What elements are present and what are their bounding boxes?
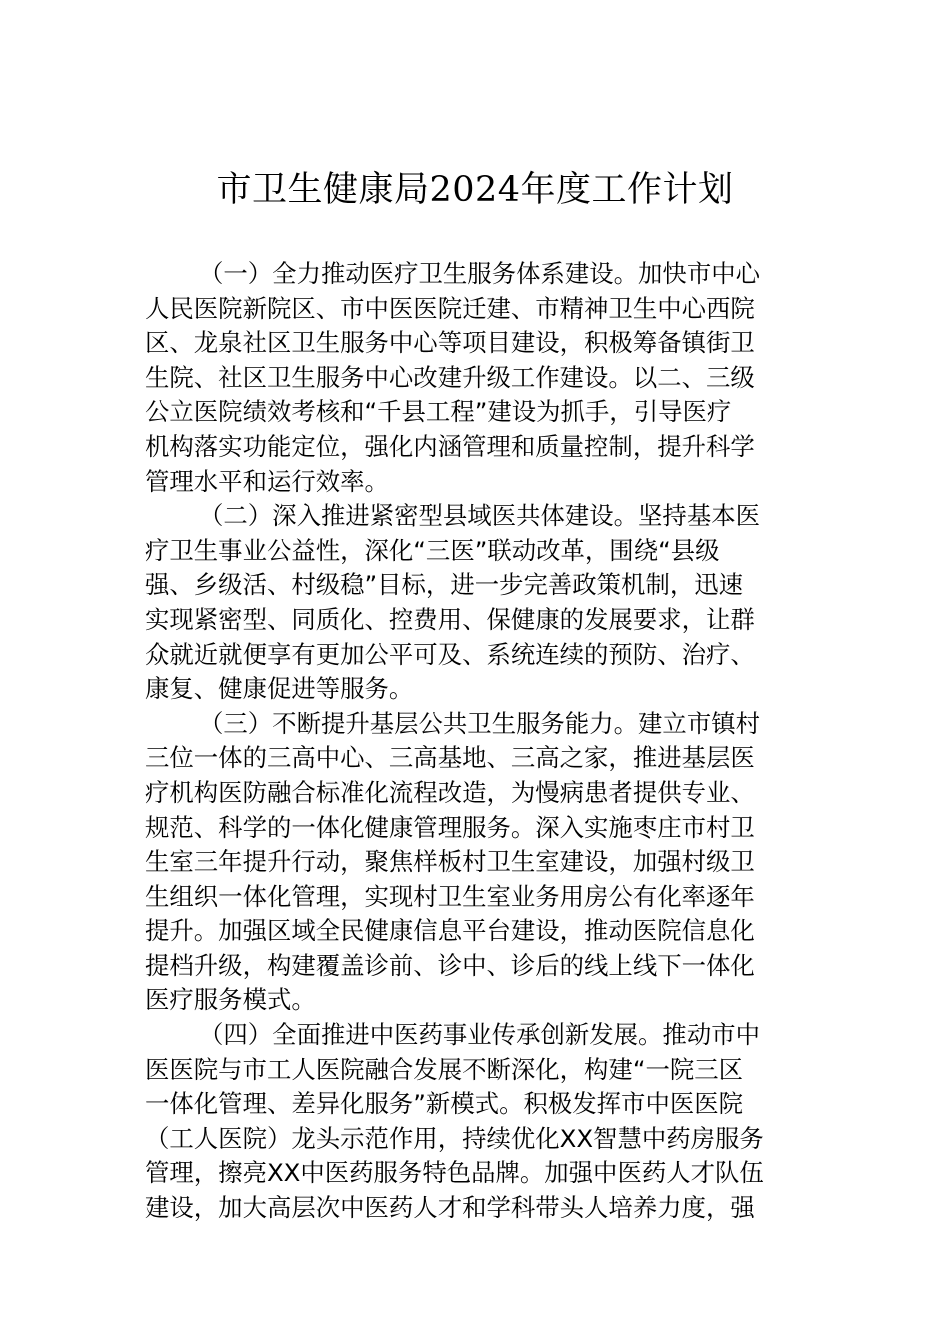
paragraph-line: （一）全力推动医疗卫生服务体系建设。加快市中心	[199, 259, 760, 288]
paragraph-line: 疗机构医防融合标准化流程改造，为慢病患者提供专业、	[145, 777, 755, 807]
paragraph-line: 机构落实功能定位，强化内涵管理和质量控制，提升科学	[145, 431, 755, 461]
paragraph-line: （三）不断提升基层公共卫生服务能力。建立市镇村	[199, 708, 760, 738]
paragraph-line: 实现紧密型、同质化、控费用、保健康的发展要求，让群	[145, 604, 755, 634]
paragraph-line: 生院、社区卫生服务中心改建升级工作建设。以二、三级	[145, 362, 755, 392]
paragraph-line: 医医院与市工人医院融合发展不断深化，构建“一院三区	[145, 1054, 744, 1084]
paragraph-4	[145, 1018, 808, 1226]
paragraph-line: 众就近就便享有更加公平可及、系统连续的预防、治疗、	[145, 639, 755, 669]
paragraph-line: （四）全面推进中医药事业传承创新发展。推动市中	[199, 1020, 760, 1050]
paragraph-line: 提升。加强区域全民健康信息平台建设，推动医院信息化	[145, 916, 755, 946]
paragraph-2	[145, 499, 808, 707]
paragraph-line: 生室三年提升行动，聚焦样板村卫生室建设，加强村级卫	[145, 847, 755, 877]
paragraph-line: 医疗服务模式。	[145, 985, 316, 1015]
paragraph-1	[145, 257, 808, 499]
document-body	[145, 257, 808, 1226]
paragraph-line: 人民医院新院区、市中医医院迁建、市精神卫生中心西院	[145, 293, 755, 323]
paragraph-line: 强、乡级活、村级稳”目标，进一步完善政策机制，迅速	[145, 570, 744, 600]
paragraph-line: 管理，擦亮XX中医药服务特色品牌。加强中医药人才队伍	[145, 1158, 764, 1188]
paragraph-line: 疗卫生事业公益性，深化“三医”联动改革，围绕“县级	[145, 535, 720, 565]
paragraph-line: 一体化管理、差异化服务”新模式。积极发挥市中医医院	[145, 1089, 744, 1119]
paragraph-line: （工人医院）龙头示范作用，持续优化XX智慧中药房服务	[145, 1123, 764, 1153]
paragraph-3	[145, 707, 808, 1018]
paragraph-line: （二）深入推进紧密型县域医共体建设。坚持基本医	[199, 501, 760, 531]
paragraph-line: 规范、科学的一体化健康管理服务。深入实施枣庄市村卫	[145, 812, 755, 842]
paragraph-line: 三位一体的三高中心、三高基地、三高之家，推进基层医	[145, 743, 755, 773]
paragraph-line: 建设，加大高层次中医药人才和学科带头人培养力度，强	[145, 1193, 755, 1223]
paragraph-line: 提档升级，构建覆盖诊前、诊中、诊后的线上线下一体化	[145, 950, 755, 980]
paragraph-line: 公立医院绩效考核和“千县工程”建设为抓手，引导医疗	[145, 397, 732, 427]
paragraph-line: 区、龙泉社区卫生服务中心等项目建设，积极筹备镇街卫	[145, 328, 755, 358]
paragraph-line: 管理水平和运行效率。	[145, 466, 389, 496]
paragraph-line: 生组织一体化管理，实现村卫生室业务用房公有化率逐年	[145, 881, 755, 911]
document-title: 市卫生健康局2024年度工作计划	[216, 170, 734, 210]
paragraph-line: 康复、健康促进等服务。	[145, 674, 414, 704]
